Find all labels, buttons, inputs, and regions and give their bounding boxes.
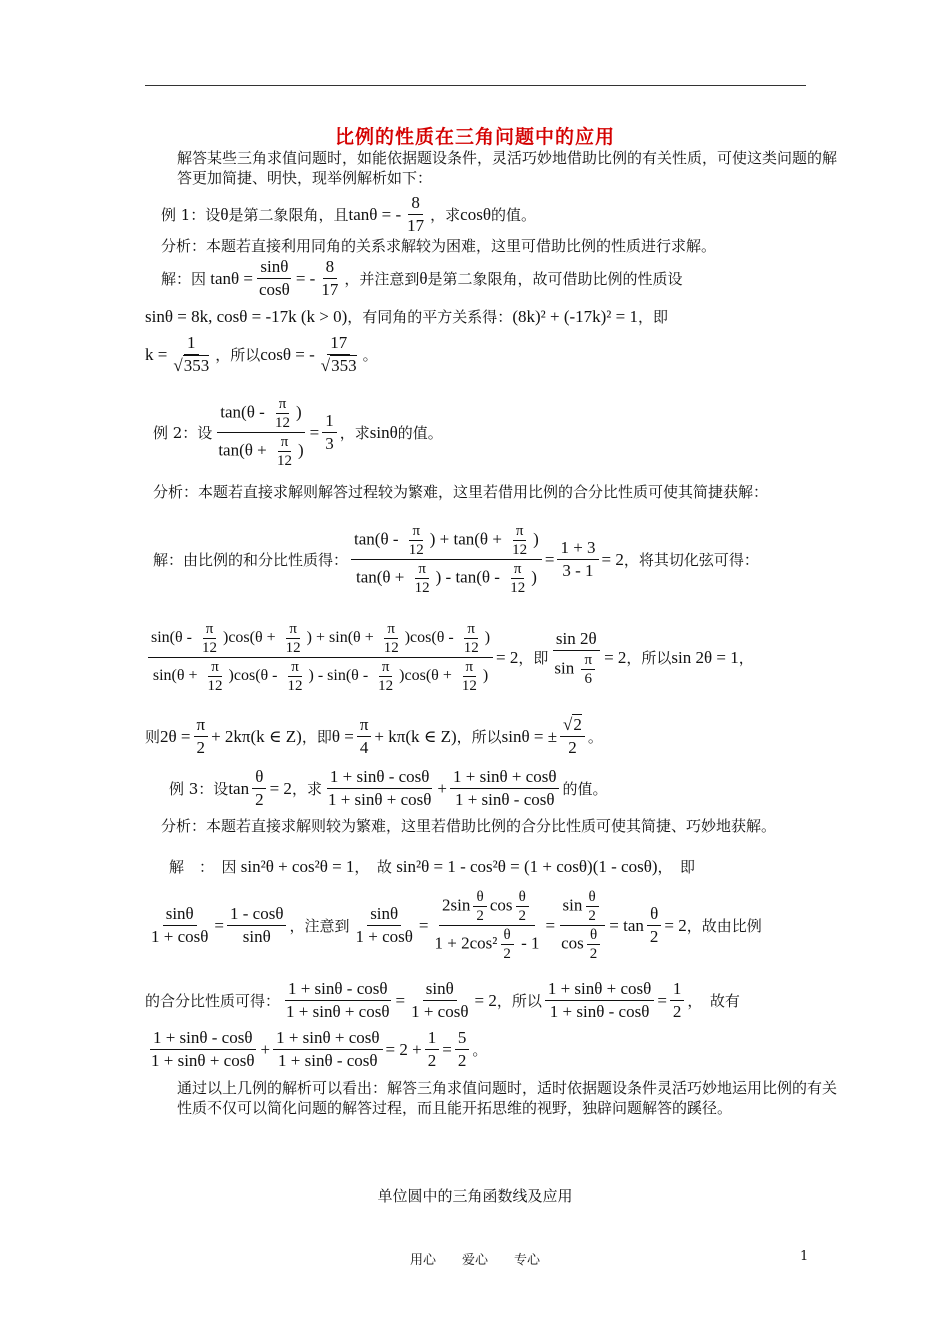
- ex2-analysis: 分析：本题若直接求解则解答过程较为繁难，这里若借用比例的合分比性质可使其简捷获解：: [153, 483, 769, 501]
- page-title: 比例的性质在三角问题中的应用: [334, 126, 615, 148]
- ex1-solution-3: k = $\frac{1}{√353}$ ，所以 cosθ = - $\frac{17}{√353}$ 。: [145, 333, 378, 375]
- ex1-solution-2: sinθ = 8k, cosθ = -17k (k > 0) ，有同角的平方关系得： (8k)² + (-17k)² = 1 ，即: [145, 306, 669, 326]
- page-number: 1: [800, 1249, 809, 1264]
- header-rule: [145, 85, 806, 86]
- ex3-solution-1: 解 ： 因 sin²θ + cos²θ = 1 ， 故 sin²θ = 1 - cos²θ = (1 + cosθ)(1 - cosθ) ， 即: [169, 856, 696, 876]
- ex2-solution-2: sin(θ - $\frac{\pi}{12}$ )cos(θ + $\frac{\pi}{12}$ ) + sin(θ + $\frac{\pi}{12}$ )cos(θ - $\frac{\pi}{12}$ ) sin(θ + $\frac{\pi}{12}$ )cos(θ - $\frac{\pi}{12}$ ) - sin(θ - $\frac{\pi}{12}$ )cos(θ + $\frac{\pi}{12}$ ) = 2 ，即 sin 2θ sin $\frac{\pi}{6}$ = 2 ，所以 sin 2θ = 1 ，: [145, 620, 810, 695]
- ex2-solution-1: 解：由比例的和分比性质得： tan(θ - $\frac{\pi}{12}$ ) + tan(θ + $\frac{\pi}{12}$ ) tan(θ + $\frac{\pi}{12}$ ) - tan(θ - $\frac{\pi}{12}$ ) = $\frac{1 + 3}{3 - 1}$ = 2 ，将其切化弦可得：: [153, 523, 759, 596]
- conclusion-paragraph: 通过以上几例的解析可以看出：解答三角求值问题时，适时依据题设条件灵活巧妙地运用比例的有关性质不仅可以简化问题的解答过程，而且能开拓思维的视野，独辟问题解答的蹊径。: [177, 1079, 838, 1117]
- page-footer: 用心 爱心 专心: [409, 1253, 540, 1268]
- example-3: 例 3：设 tan $\frac{\theta}{2}$ = 2 ，求 $\frac{1 + \sin\theta - \cos\theta}{1 + \sin\theta + \cos\theta}$ + $\frac{1 + \sin\theta + \cos\theta}{1 + \sin\theta - \cos\theta}$ 的值。: [169, 767, 608, 809]
- ex1-analysis: 分析：本题若直接利用同角的关系求解较为困难，这里可借助比例的性质进行求解。: [161, 237, 717, 255]
- ex3-analysis: 分析：本题若直接求解则较为繁难，这里若借助比例的合分比性质可使其简捷、巧妙地获解。: [161, 817, 777, 835]
- next-section-title: 单位圆中的三角函数线及应用: [377, 1187, 573, 1205]
- ex2-solution-3: 则 2θ = $\frac{\pi}{2}$ + 2kπ(k ∈ Z) ，即 θ = $\frac{\pi}{4}$ + kπ(k ∈ Z) ，所以 sinθ = ± $\frac{√2}{2}$ 。: [145, 715, 603, 757]
- ex3-solution-4: $\frac{1 + \sin\theta - \cos\theta}{1 + \sin\theta + \cos\theta}$ + $\frac{1 + \sin\theta + \cos\theta}{1 + \sin\theta - \cos\theta}$ = 2 + $\frac{1}{2}$ = $\frac{5}{2}$ 。: [151, 1028, 488, 1070]
- ex1-label: 例 1：设: [161, 206, 221, 224]
- example-1: 例 1：设 θ 是第二象限角，且 tanθ = - $\frac{8}{17}$ ，求 cosθ 的值。: [161, 193, 536, 235]
- ex1-solution-1: 解：因 tanθ = $\frac{\sin\theta}{\cos\theta}$ = - $\frac{8}{17}$ ，并注意到 θ 是第二象限角，故可借助比例的性质设: [161, 257, 683, 299]
- example-2: 例 2：设 tan(θ - $\frac{\pi}{12}$ ) tan(θ + $\frac{\pi}{12}$ ) = $\frac{1}{3}$ ，求 sinθ 的值。: [153, 396, 443, 469]
- ex3-solution-3: 的合分比性质可得： $\frac{1 + \sin\theta - \cos\theta}{1 + \sin\theta + \cos\theta}$ = $\frac{\sin\theta}{1 + \cos\theta}$ = 2 ，所以 $\frac{1 + \sin\theta + \cos\theta}{1 + \sin\theta - \cos\theta}$ = $\frac{1}{2}$ ， 故有: [145, 979, 740, 1021]
- ex3-label: 例 3：设: [169, 780, 229, 798]
- intro-paragraph: 解答某些三角求值问题时，如能依据题设条件，灵活巧妙地借助比例的有关性质，可使这类问题的解答更加简捷、明快，现举例解析如下：: [177, 149, 838, 187]
- ex2-label: 例 2：设: [153, 424, 213, 442]
- ex3-solution-2: $\frac{\sin\theta}{1 + \cos\theta}$ = $\frac{1 - \cos\theta}{\sin\theta}$ ，注意到 $\frac{\sin\theta}{1 + \cos\theta}$ = 2sin $\frac{\theta}{2}$ cos $\frac{\theta}{2}$ 1 + 2cos² $\frac{\theta}{2}$ - 1 = sin $\frac{\theta}{2}$ cos $\frac{\theta}{2}$ = tan $\frac{\theta}{2}$ = 2 ，故由比例: [151, 889, 762, 962]
